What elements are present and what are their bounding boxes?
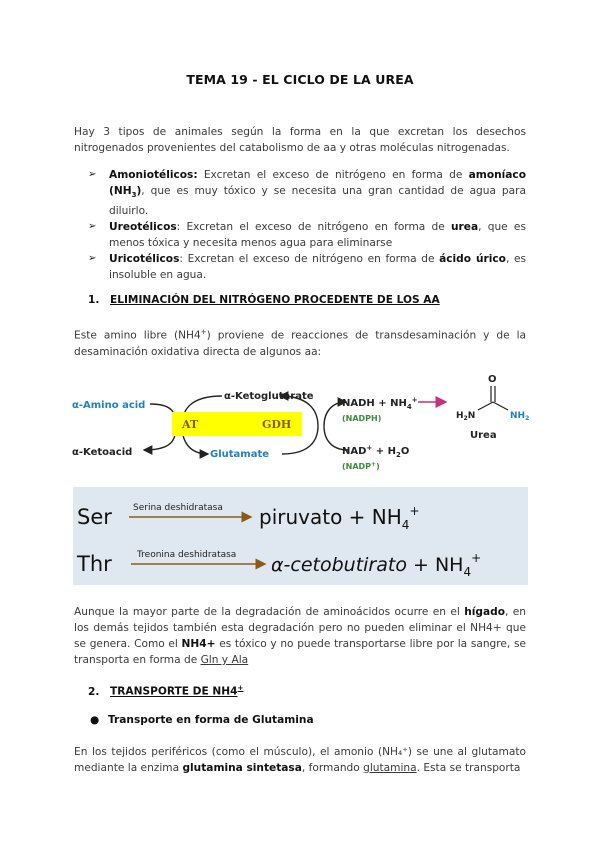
arrow-bullet-icon: ➢ — [88, 169, 97, 180]
thr-label: Thr — [77, 552, 112, 576]
ser-label: Ser — [77, 505, 112, 529]
text-run: , formando — [301, 762, 364, 774]
bullet-text: , que es menos tóxica y necesita menos agua para eliminarse — [109, 221, 526, 250]
arrow-bullet-icon: ➢ — [88, 221, 97, 233]
bullet-amoniotelicos — [88, 167, 526, 219]
superscript: + — [200, 328, 207, 336]
text-run: ) proviene de reacciones de transdesaminación y de la desaminación oxidativa directa de algunos aa: — [74, 329, 527, 358]
underlined-text: Gln y Ala — [200, 654, 249, 666]
section-heading-1 — [88, 294, 528, 306]
subheading-text: Transporte en forma de Glutamina — [108, 714, 314, 726]
diagram-svg — [72, 366, 528, 474]
bullet-ureotelicos — [88, 219, 526, 251]
amino-acid-label: α-Amino acid — [72, 400, 146, 411]
bullet-term: Amoniotélicos: — [109, 169, 198, 181]
bullet-text: , es insoluble en agua. — [109, 253, 526, 282]
piruvato-product: piruvato + $NH_4^+$ — [259, 504, 420, 532]
urea-nh2: $NH_2$ — [510, 411, 530, 422]
bullet-text: : Excretan el exceso de nitrógeno en forma de — [176, 221, 452, 234]
section-title: ELIMINACIÓN DEL NITRÓGENO PROCEDENTE DE LOS AA — [110, 294, 440, 306]
bullet-uricotelicos — [88, 251, 526, 283]
text-run: En los tejidos periféricos (como el músculo), el amonio (NH₄⁺) se une al glutamato mediante la enzima — [74, 746, 526, 774]
section-title: TRANSPORTE DE NH4 — [110, 685, 238, 698]
paragraph-glutamina — [74, 744, 526, 776]
superscript: + — [237, 684, 244, 692]
enzyme-at-label: AT — [182, 418, 199, 431]
text-run: Aunque la mayor parte de la degradación de aminoácidos ocurre en el — [74, 606, 465, 618]
text-run: es tóxico y no puede transportarse libre por la sangre, se transporta en forma de — [74, 638, 526, 666]
urea-oxygen: O — [488, 374, 497, 385]
bullet-bold: ácido úrico — [439, 253, 506, 266]
bold-text: glutamina sintetasa — [182, 762, 302, 774]
paragraph-amino-libre — [74, 324, 526, 360]
nadph-label: (NADPH) — [342, 414, 382, 423]
bold-text: hígado — [464, 606, 506, 618]
bullet-dot-icon: ● — [90, 714, 100, 726]
bullet-bold: urea — [451, 221, 479, 234]
reactions-svg — [73, 487, 528, 585]
bullet-bold: amoníaco (NH — [109, 169, 526, 197]
bullet-text: , que es muy tóxico y se necesita una gran cantidad de agua para diluirlo. — [109, 185, 526, 218]
urea-h2n: $H_2N$ — [456, 411, 476, 422]
left-curve-arrow — [144, 404, 176, 450]
bullet-text: Excretan el exceso de nitrógeno en forma de — [197, 169, 469, 181]
ketoglutarate-label: α-Ketoglutarate — [224, 391, 314, 402]
enzyme-gdh-label: GDH — [262, 418, 292, 431]
treonina-enzyme-label: Treonina deshidratasa — [137, 550, 237, 560]
section-number: 1. — [88, 294, 100, 306]
subheading-glutamina — [90, 714, 314, 726]
bold-text: NH4+ — [181, 638, 216, 650]
bullet-term: Ureotélicos — [109, 221, 177, 234]
text-run: Este amino libre (NH4 — [74, 329, 201, 342]
section-number: 2. — [88, 685, 100, 698]
text-run: . Esta se transporta — [416, 762, 521, 774]
page-title: TEMA 19 - EL CICLO DE LA UREA — [186, 72, 414, 87]
glutamate-label: Glutamate — [210, 449, 270, 460]
bullet-bold: ) — [136, 185, 142, 197]
paragraph-degradacion — [74, 604, 526, 668]
transamination-diagram — [72, 366, 528, 474]
nadh-nh4-label: NADH + $NH_4^+$ — [342, 396, 418, 411]
underlined-text: glutamina — [363, 762, 417, 774]
bullet-term: Uricotélicos — [109, 253, 180, 266]
nadp-label: (NADP+) — [342, 461, 380, 471]
bullet-text: : Excretan el exceso de nitrógeno en forma de — [179, 253, 440, 266]
right-curve-arrow — [324, 402, 348, 450]
bullet-list — [88, 167, 526, 283]
section-heading-2 — [88, 684, 528, 698]
intro-paragraph: Hay 3 tipos de animales según la forma en la que excretan los desechos nitrogenados provenientes del catabolismo de aa y otras moléculas nitrogenadas. — [74, 126, 526, 154]
bullet-subscript: 3 — [131, 191, 137, 200]
deshidratasa-reactions — [73, 487, 528, 585]
serina-enzyme-label: Serina deshidratasa — [133, 503, 223, 513]
cetobutirato-product: α-cetobutirato + $NH_4^+$ — [271, 551, 482, 579]
ketoacid-label: α-Ketoacid — [72, 447, 133, 458]
arrow-bullet-icon: ➢ — [88, 253, 97, 265]
urea-label: Urea — [470, 430, 497, 441]
nad-h2o-label: $NAD^+ + H_2O$ — [342, 444, 410, 459]
text-run: , en los demás tejidos también esta degradación pero no pueden eliminar el NH4+ que se genera. Como el — [74, 606, 527, 650]
